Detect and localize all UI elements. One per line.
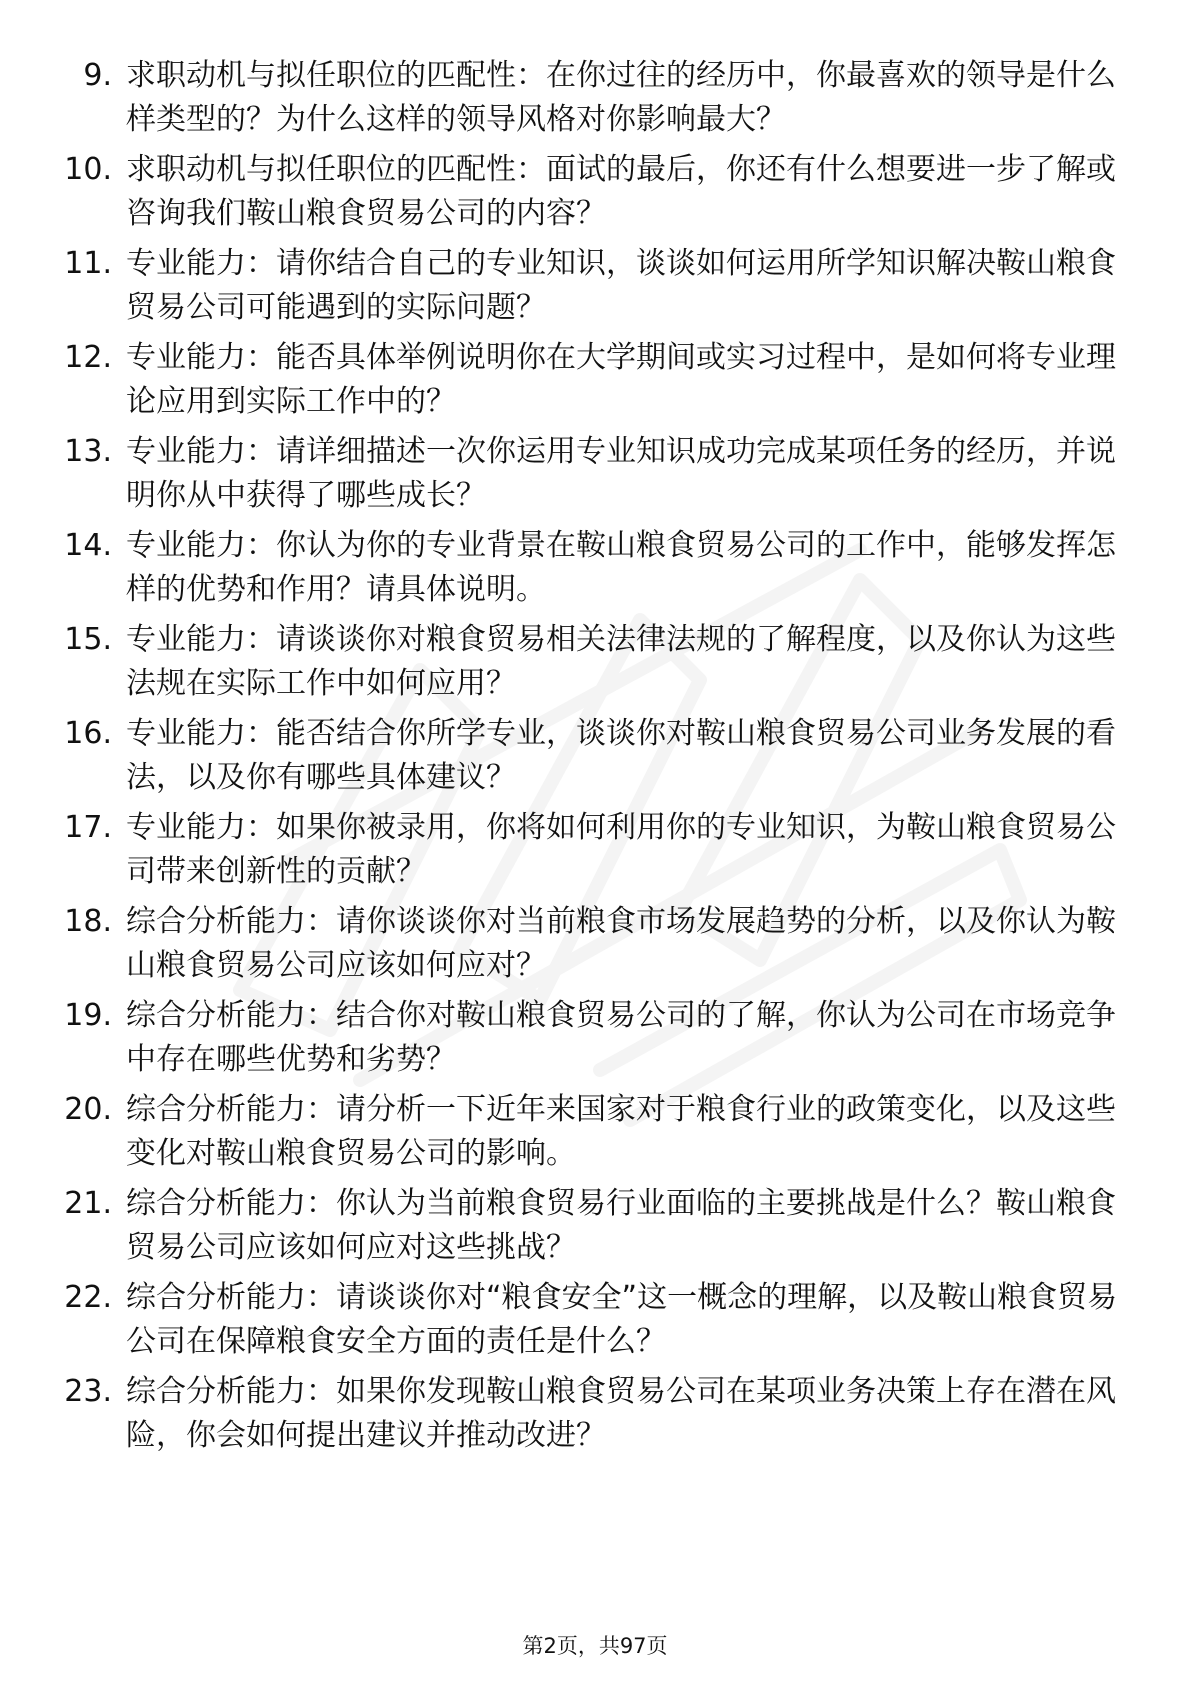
question-text: 综合分析能力：请你谈谈你对当前粮食市场发展趋势的分析，以及你认为鞍山粮食贸易公司应该如何应对？ (126, 904, 1116, 983)
page-number: 第2页，共97页 (522, 1634, 668, 1658)
question-number: 22. (64, 1280, 112, 1315)
list-item (0, 1084, 1190, 1178)
question-number: 13. (64, 434, 112, 469)
list-item (0, 50, 1190, 144)
list-item (0, 614, 1190, 708)
list-item (0, 1272, 1190, 1366)
question-number: 9. (83, 58, 112, 93)
question-number: 15. (64, 622, 112, 657)
question-text: 综合分析能力：如果你发现鞍山粮食贸易公司在某项业务决策上存在潜在风险，你会如何提出建议并推动改进？ (126, 1374, 1116, 1453)
list-item (0, 802, 1190, 896)
question-text: 专业能力：能否结合你所学专业，谈谈你对鞍山粮食贸易公司业务发展的看法，以及你有哪些具体建议？ (126, 716, 1116, 795)
list-item (0, 990, 1190, 1084)
question-text: 综合分析能力：请分析一下近年来国家对于粮食行业的政策变化，以及这些变化对鞍山粮食贸易公司的影响。 (126, 1092, 1116, 1171)
list-item (0, 520, 1190, 614)
question-text: 专业能力：请谈谈你对粮食贸易相关法律法规的了解程度，以及你认为这些法规在实际工作中如何应用？ (126, 622, 1116, 701)
question-number: 19. (64, 998, 112, 1033)
list-item (0, 238, 1190, 332)
question-text: 综合分析能力：你认为当前粮食贸易行业面临的主要挑战是什么？鞍山粮食贸易公司应该如何应对这些挑战？ (126, 1186, 1116, 1265)
question-text: 专业能力：如果你被录用，你将如何利用你的专业知识，为鞍山粮食贸易公司带来创新性的贡献？ (126, 810, 1116, 889)
list-item (0, 896, 1190, 990)
question-number: 17. (64, 810, 112, 845)
list-item (0, 1366, 1190, 1460)
question-text: 综合分析能力：请谈谈你对“粮食安全”这一概念的理解，以及鞍山粮食贸易公司在保障粮食安全方面的责任是什么？ (126, 1280, 1118, 1359)
question-text: 专业能力：能否具体举例说明你在大学期间或实习过程中，是如何将专业理论应用到实际工作中的？ (126, 340, 1116, 419)
question-number: 21. (64, 1186, 112, 1221)
question-number: 10. (64, 152, 112, 187)
list-item (0, 332, 1190, 426)
question-text: 专业能力：请你结合自己的专业知识，谈谈如何运用所学知识解决鞍山粮食贸易公司可能遇到的实际问题？ (126, 246, 1116, 325)
list-item (0, 708, 1190, 802)
question-number: 20. (64, 1092, 112, 1127)
list-item (0, 426, 1190, 520)
question-list (0, 50, 1190, 1460)
question-text: 专业能力：请详细描述一次你运用专业知识成功完成某项任务的经历，并说明你从中获得了哪些成长？ (126, 434, 1116, 513)
list-item (0, 1178, 1190, 1272)
question-number: 11. (64, 246, 112, 281)
question-text: 求职动机与拟任职位的匹配性：面试的最后，你还有什么想要进一步了解或咨询我们鞍山粮食贸易公司的内容？ (126, 152, 1116, 231)
question-number: 16. (64, 716, 112, 751)
question-text: 求职动机与拟任职位的匹配性：在你过往的经历中，你最喜欢的领导是什么样类型的？为什么这样的领导风格对你影响最大？ (126, 58, 1116, 137)
list-item (0, 144, 1190, 238)
question-number: 14. (64, 528, 112, 563)
question-text: 专业能力：你认为你的专业背景在鞍山粮食贸易公司的工作中，能够发挥怎样的优势和作用？请具体说明。 (126, 528, 1116, 607)
question-number: 18. (64, 904, 112, 939)
question-number: 23. (64, 1374, 112, 1409)
question-number: 12. (64, 340, 112, 375)
question-text: 综合分析能力：结合你对鞍山粮食贸易公司的了解，你认为公司在市场竞争中存在哪些优势和劣势？ (126, 998, 1116, 1077)
